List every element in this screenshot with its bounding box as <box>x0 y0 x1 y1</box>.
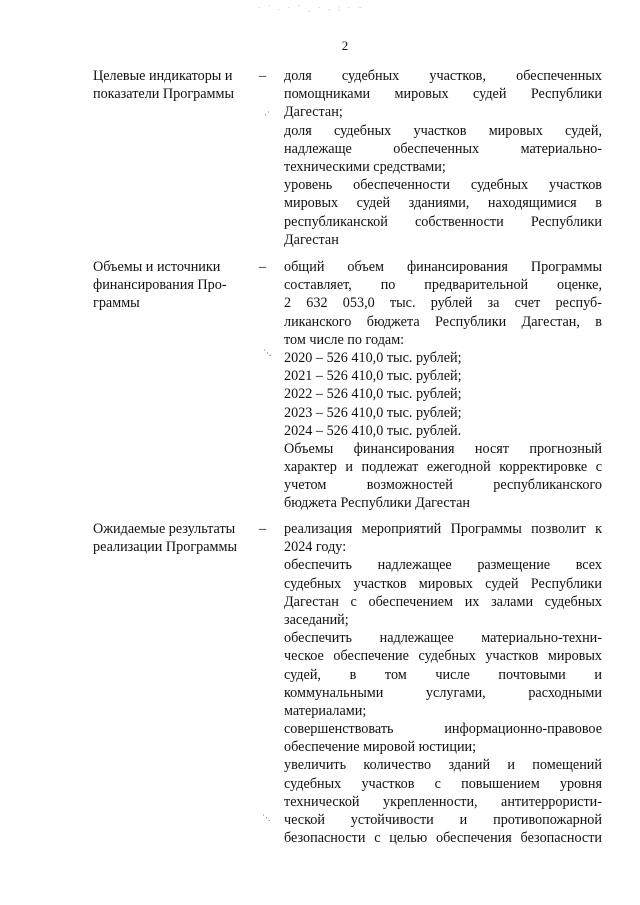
content-line: Дагестан <box>284 231 339 248</box>
content-line: совершенствовать информационно-правовое <box>284 721 602 738</box>
content-line: надлежаще обеспеченных материально- <box>284 140 602 157</box>
content-line: 2020 – 526 410,0 тыс. рублей; <box>284 349 462 366</box>
content-line: 2024 – 526 410,0 тыс. рублей. <box>284 422 462 439</box>
content-line: заседаний; <box>284 611 349 628</box>
content-line: обеспечить надлежащее материально-техни- <box>284 630 602 647</box>
row-content-funding <box>284 258 602 513</box>
content-line: ческое обеспечение судебных участков мировых <box>284 648 602 665</box>
content-line: Объемы финансирования носят прогнозный <box>284 440 602 457</box>
row-label-indicators <box>93 67 253 103</box>
content-line: учетом возможностей республиканского <box>284 477 602 494</box>
content-line: техническими средствами; <box>284 158 446 175</box>
content-line: коммунальными услугами, расходными <box>284 684 602 701</box>
content-line: 2 632 053,0 тыс. рублей за счет респуб- <box>284 295 602 312</box>
content-line: 2021 – 526 410,0 тыс. рублей; <box>284 368 462 385</box>
content-line: технической укрепленности, антитеррористи- <box>284 793 602 810</box>
scan-speck: ·˙ <box>264 110 270 120</box>
content-line: уровень обеспеченности судебных участков <box>284 177 602 194</box>
scan-speck: ˙·. <box>263 348 272 358</box>
content-line: общий объем финансирования Программы <box>284 259 602 275</box>
page-number: 2 <box>341 38 349 53</box>
row-dash: – <box>259 259 267 275</box>
content-line: материалами; <box>284 702 367 719</box>
row-content-results <box>284 520 602 847</box>
content-line: судей, в том числе почтовыми и <box>284 666 602 683</box>
content-line: 2023 – 526 410,0 тыс. рублей; <box>284 404 462 421</box>
label-line: реализации Программы <box>93 539 238 556</box>
content-line: Дагестан; <box>284 104 343 121</box>
content-line: том числе по годам: <box>284 331 405 348</box>
content-line: доля судебных участков мировых судей, <box>284 122 602 139</box>
row-label-results <box>93 520 253 556</box>
scan-artifact-marks: · ` . · ˇ ‸ · ‚ ; · ~ <box>258 4 365 12</box>
content-line: мировых судей зданиями, находящимися в <box>284 195 602 212</box>
content-line: помощниками мировых судей Республики <box>284 86 602 103</box>
row-content-indicators <box>284 67 602 249</box>
label-line: Целевые индикаторы и <box>93 68 233 84</box>
label-line: Объемы и источники <box>93 259 221 275</box>
content-line: бюджета Республики Дагестан <box>284 495 470 512</box>
content-line: обеспечение мировой юстиции; <box>284 739 477 756</box>
row-label-funding <box>93 258 253 313</box>
content-line: обеспечить надлежащее размещение всех <box>284 557 602 574</box>
content-line: 2024 году: <box>284 539 347 556</box>
row-dash: – <box>259 68 267 84</box>
content-line: реализация мероприятий Программы позволит к <box>284 521 602 537</box>
content-line: составляет, по предварительной оценке, <box>284 277 602 294</box>
label-line: показатели Программы <box>93 86 235 103</box>
content-line: ческой устойчивости и противопожарной <box>284 812 602 828</box>
content-line: республиканской собственности Республики <box>284 213 602 230</box>
content-line: характер и подлежат ежегодной корректировке с <box>284 459 602 476</box>
row-dash: – <box>259 521 267 537</box>
content-line: судебных участков с повышением уровня <box>284 775 602 792</box>
label-line: Ожидаемые результаты <box>93 521 236 537</box>
content-line: 2022 – 526 410,0 тыс. рублей; <box>284 386 462 403</box>
content-line: безопасности с целью обеспечения безопасности <box>284 830 602 847</box>
label-line: граммы <box>93 295 140 312</box>
content-line: увеличить количество зданий и помещений <box>284 757 602 774</box>
content-line: ликанского бюджета Республики Дагестан, в <box>284 313 602 330</box>
label-line: финансирования Про- <box>93 277 227 294</box>
content-line: судебных участков мировых судей Республики <box>284 575 602 592</box>
content-line: доля судебных участков, обеспеченных <box>284 68 602 84</box>
content-line: Дагестан с обеспечением их залами судебных <box>284 593 602 610</box>
scan-speck: ˙·. <box>262 813 271 823</box>
